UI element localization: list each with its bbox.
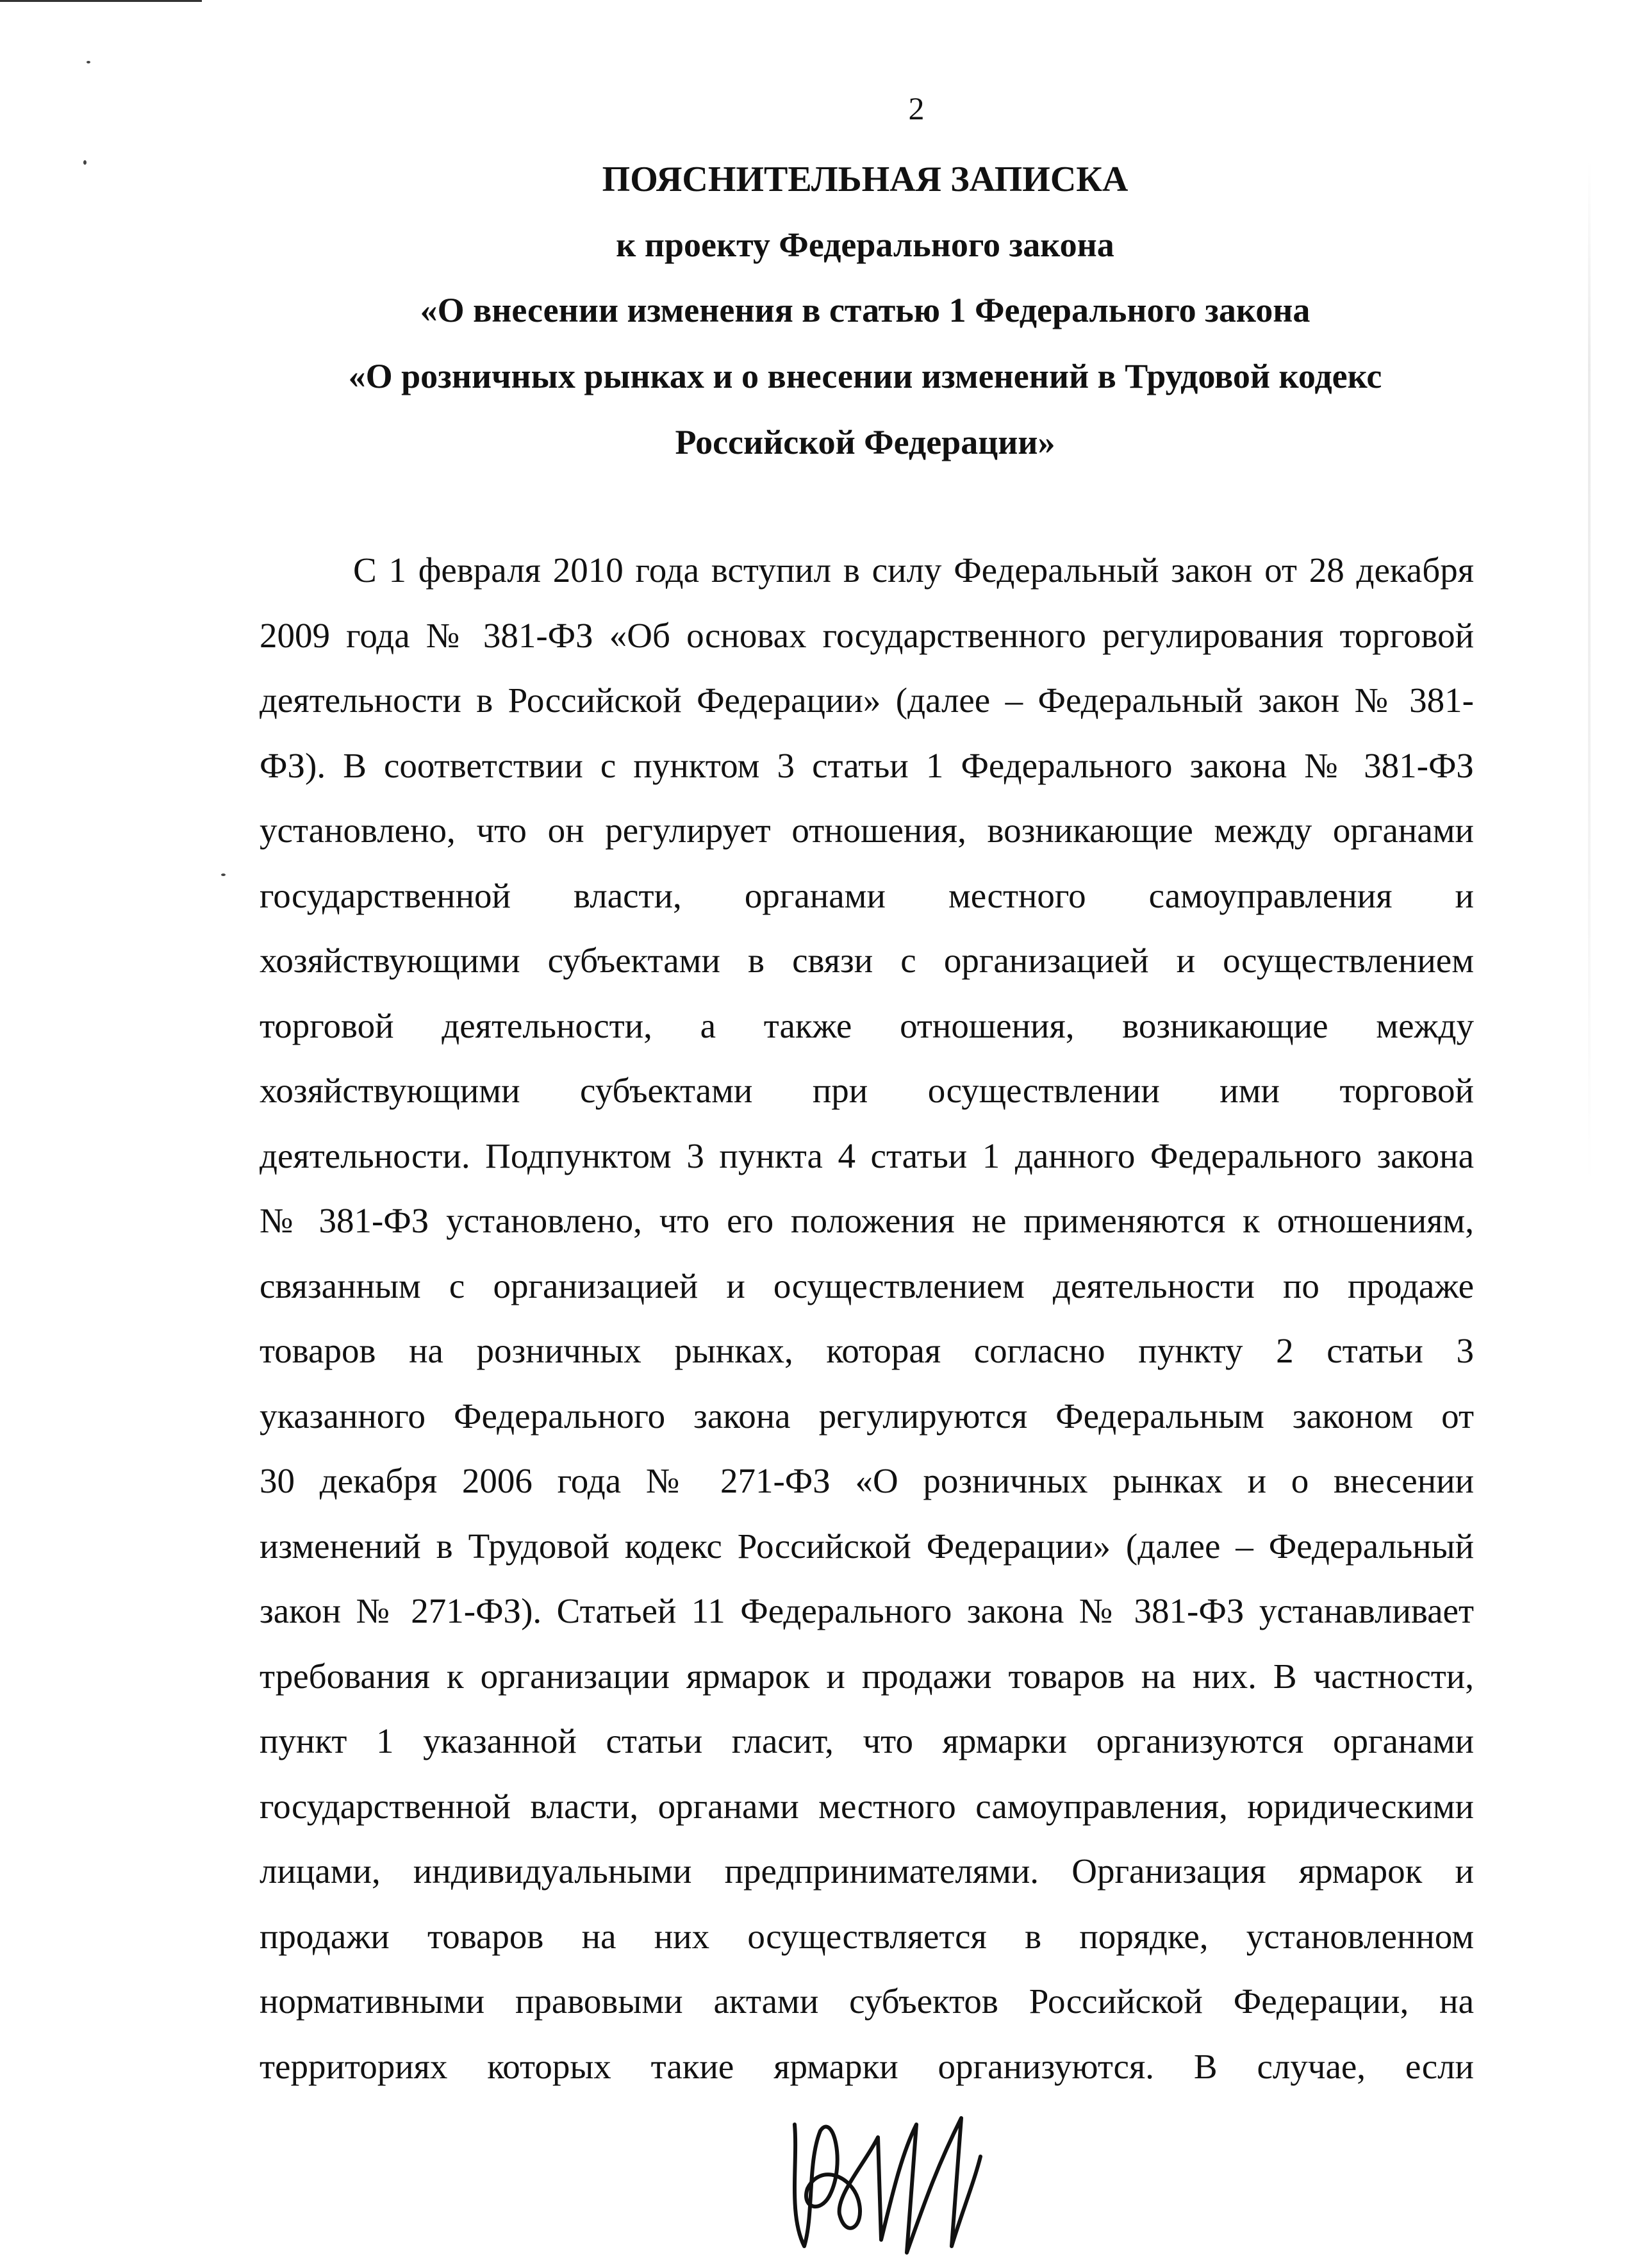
text-line: ФЗ). В соответствии с пунктом 3 статьи 1 Федерального закона № 381-ФЗ [260, 745, 1474, 785]
scan-speck [83, 160, 87, 165]
text-line: государственной власти, органами местного самоуправления, юридическими [260, 1786, 1474, 1826]
document-subtitle: «О внесении изменения в статью 1 Федерального закона [420, 291, 1311, 329]
text-line: деятельности. Подпунктом 3 пункта 4 статьи 1 данного Федерального закона [260, 1136, 1474, 1175]
text-line: требования к организации ярмарок и продажи товаров на них. В частности, [260, 1656, 1474, 1696]
document-subtitle: «О розничных рынках и о внесении изменений в Трудовой кодекс [348, 357, 1382, 395]
text-line: установлено, что он регулирует отношения, возникающие между органами [260, 811, 1474, 850]
text-line: нормативными правовыми актами субъектов Российской Федерации, на [260, 1982, 1474, 2021]
scan-speck [87, 61, 90, 63]
document-subtitle: Российской Федерации» [675, 423, 1055, 461]
text-line: № 381-ФЗ установлено, что его положения не применяются к отношениям, [260, 1201, 1474, 1240]
text-line: деятельности в Российской Федерации» (далее – Федеральный закон № 381- [260, 681, 1474, 720]
text-line: С 1 февраля 2010 года вступил в силу Федеральный закон от 28 декабря [353, 550, 1474, 590]
text-line: хозяйствующими субъектами в связи с организацией и осуществлением [260, 941, 1474, 980]
text-line: указанного Федерального закона регулируются Федеральным законом от [260, 1396, 1474, 1436]
text-line: лицами, индивидуальными предпринимателями. Организация ярмарок и [260, 1851, 1474, 1891]
text-line: изменений в Трудовой кодекс Российской Федерации» (далее – Федеральный [260, 1526, 1474, 1566]
handwritten-signature [769, 2086, 1000, 2265]
scan-speck [221, 873, 226, 876]
body-paragraph [260, 551, 1474, 2112]
scan-artifact-line [0, 0, 202, 2]
page-number: 2 [908, 90, 925, 126]
text-line: 30 декабря 2006 года № 271-ФЗ «О розничных рынках и о внесении [260, 1461, 1474, 1500]
text-line: товаров на розничных рынках, которая согласно пункту 2 статьи 3 [260, 1331, 1474, 1370]
text-line: торговой деятельности, а также отношения, возникающие между [260, 1006, 1474, 1045]
text-line: продажи товаров на них осуществляется в порядке, установленном [260, 1916, 1474, 1956]
document-subtitle: к проекту Федерального закона [616, 226, 1114, 264]
text-line: хозяйствующими субъектами при осуществлении ими торговой [260, 1071, 1474, 1110]
text-line: пункт 1 указанной статьи гласит, что ярмарки организуются органами [260, 1721, 1474, 1760]
text-line: связанным с организацией и осуществлением деятельности по продаже [260, 1266, 1474, 1305]
text-line: государственной власти, органами местного самоуправления и [260, 875, 1474, 915]
document-title: ПОЯСНИТЕЛЬНАЯ ЗАПИСКА [602, 160, 1129, 199]
text-line: закон № 271-ФЗ). Статьей 11 Федерального закона № 381-ФЗ устанавливает [260, 1591, 1474, 1630]
scan-edge-noise [1588, 160, 1591, 1186]
text-line: 2009 года № 381-ФЗ «Об основах государственного регулирования торговой [260, 615, 1474, 655]
text-line: территориях которых такие ярмарки организуются. В случае, если [260, 2046, 1474, 2086]
